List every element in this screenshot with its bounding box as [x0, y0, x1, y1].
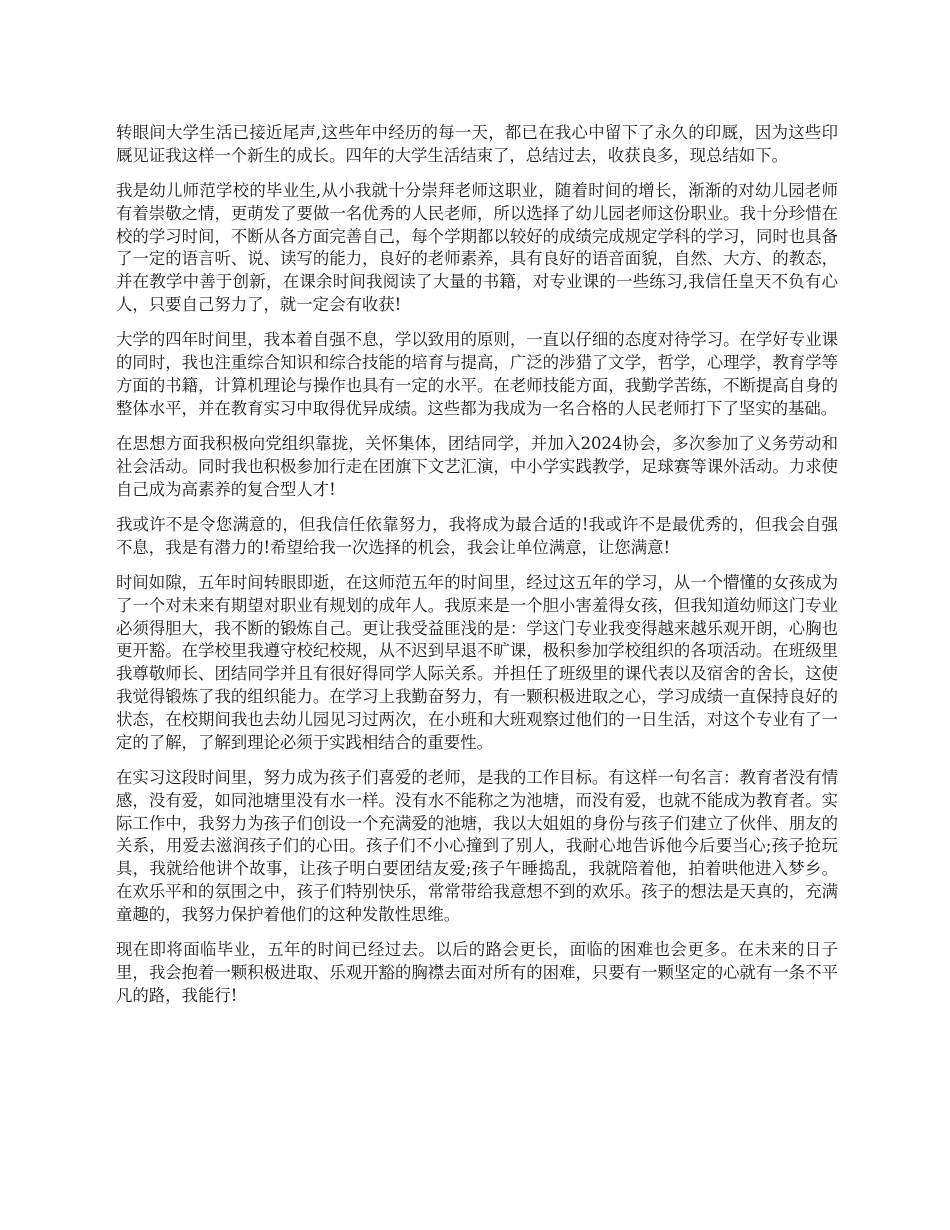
document-body: [116, 122, 838, 1020]
paragraph-growth: 时间如隙，五年时间转眼即逝，在这师范五年的时间里，经过这五年的学习，从一个懵懂的女孩成为了一个对未来有期望对职业有规划的成年人。我原来是一个胆小害羞得女孩，但我知道幼师这门专业必须得胆大，我不断的锻炼自己。更让我受益匪浅的是：学这门专业我变得越来越乐观开朗，心胸也更开豁。在学校里我遵守校纪校规，从不迟到早退不旷课，极积参加学校组织的各项活动。在班级里我尊敬师长、团结同学并且有很好得同学人际关系。并担任了班级里的课代表以及宿舍的舍长，这使我觉得锻炼了我的组织能力。在学习上我勤奋努力，有一颗积极进取之心，学习成绩一直保持良好的状态，在校期间我也去幼儿园见习过两次，在小班和大班观察过他们的一日生活，对这个专业有了一定的了解，了解到理论必须于实践相结合的重要性。: [116, 573, 838, 752]
paragraph-intro: 转眼间大学生活已接近尾声,这些年中经历的每一天，都已在我心中留下了永久的印厩，因为这些印厩见证我这样一个新生的成长。四年的大学生活结束了，总结过去，收获良多，现总结如下。: [116, 123, 838, 165]
paragraph-study: 大学的四年时间里，我本着自强不息，学以致用的原则，一直以仔细的态度对待学习。在学好专业课的同时，我也注重综合知识和综合技能的培育与提高，广泛的涉猎了文学，哲学，心理学，教育学等方面的书籍，计算机理论与操作也具有一定的水平。在老师技能方面，我勤学苦练，不断提高自身的整体水平，并在教育实习中取得优异成绩。这些都为我成为一名合格的人民老师打下了坚实的基础。: [116, 330, 838, 418]
paragraph-self-assessment: 我或许不是令您满意的，但我信任依靠努力，我将成为最合适的!我或许不是最优秀的，但我会自强不息，我是有潜力的!希望给我一次选择的机会，我会让单位满意，让您满意!: [116, 514, 838, 557]
paragraph-background: 我是幼儿师范学校的毕业生,从小我就十分崇拜老师这职业，随着时间的增长，渐渐的对幼儿园老师有着崇敬之情，更萌发了要做一名优秀的人民老师，所以选择了幼儿园老师这份职业。我十分珍惜在校的学习时间，不断从各方面完善自己，每个学期都以较好的成绩完成规定学科的学习，同时也具备了一定的语言听、说、读写的能力，良好的老师素养，具有良好的语音面貌，自然、大方、的教态，并在教学中善于创新，在课余时间我阅读了大量的书籍，对专业课的一些练习,我信任皇天不负有心人，只要自己努力了，就一定会有收获!: [116, 181, 838, 315]
paragraph-ideology: 在思想方面我积极向党组织靠拢，关怀集体，团结同学，并加入2024协会，多次参加了义务劳动和社会活动。同时我也积极参加行走在团旗下文艺汇演，中小学实践教学，足球赛等课外活动。力求使自己成为高素养的复合型人才!: [116, 434, 838, 499]
paragraph-conclusion: 现在即将面临毕业，五年的时间已经过去。以后的路会更长，面临的困难也会更多。在未来的日子里，我会抱着一颗积极进取、乐观开豁的胸襟去面对所有的困难，只要有一颗坚定的心就有一条不平凡的路，我能行!: [116, 940, 838, 1005]
paragraph-internship: 在实习这段时间里，努力成为孩子们喜爱的老师，是我的工作目标。有这样一句名言：教育者没有情感，没有爱，如同池塘里没有水一样。没有水不能称之为池塘，而没有爱，也就不能成为教育者。实际工作中，我努力为孩子们创设一个充满爱的池塘，我以大姐姐的身份与孩子们建立了伙伴、朋友的关系，用爱去滋润孩子们的心田。孩子们不小心撞到了别人，我耐心地告诉他今后要当心;孩子抢玩具，我就给他讲个故事，让孩子明白要团结友爱;孩子午睡捣乱，我就陪着他，拍着哄他进入梦乡。在欢乐平和的氛围之中，孩子们特别快乐，常常带给我意想不到的欢乐。孩子的想法是天真的，充满童趣的，我努力保护着他们的这种发散性思维。: [116, 767, 838, 924]
